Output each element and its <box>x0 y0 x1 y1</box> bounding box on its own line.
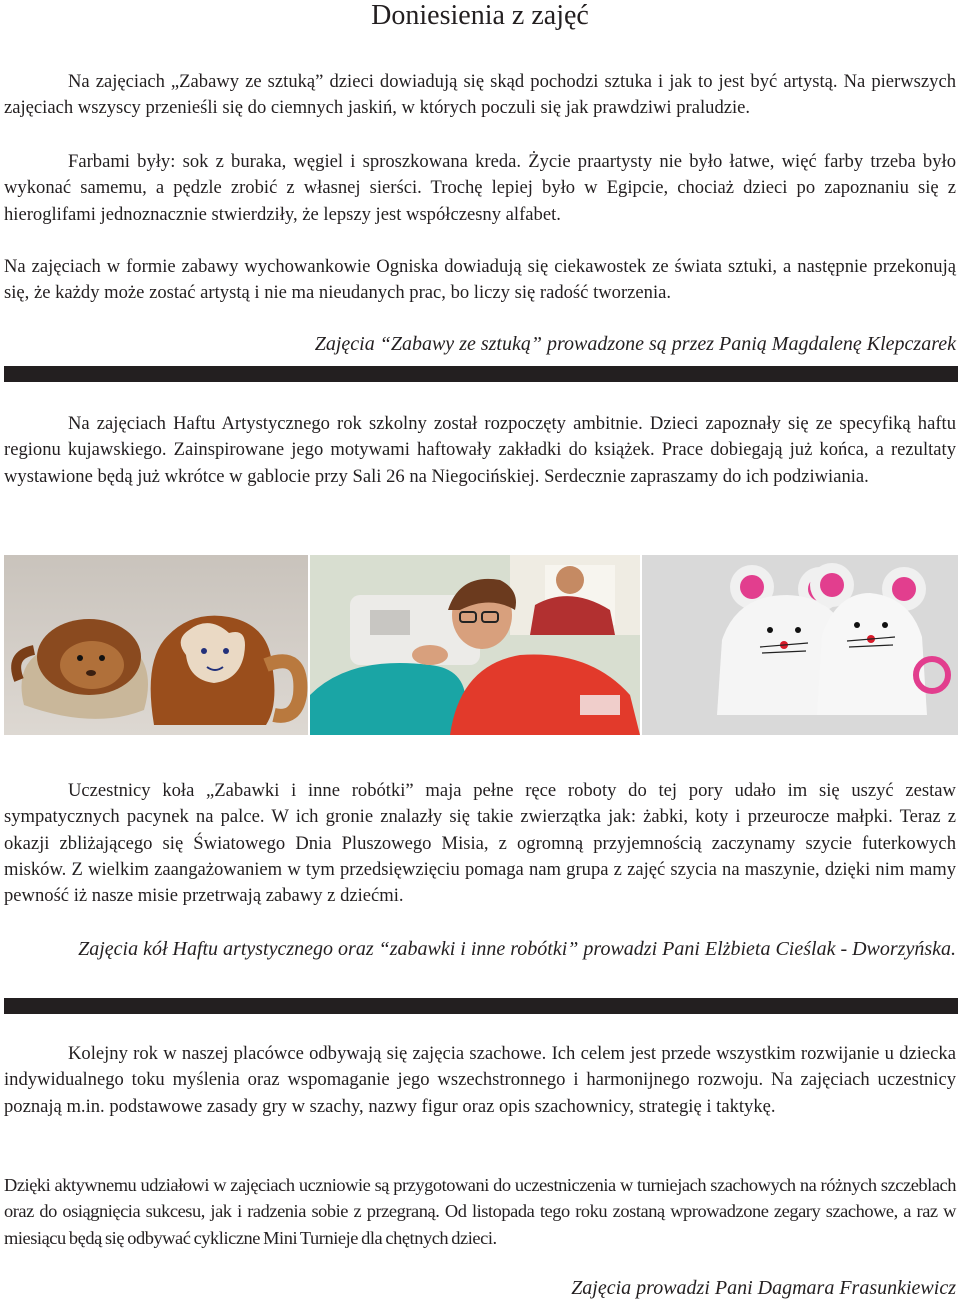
page-title: Doniesienia z zajęć <box>371 0 589 31</box>
art-paragraph-1: Na zajęciach „Zabawy ze sztuką” dzieci dowiadują się skąd pochodzi sztuka i jak to jest być artystą. Na pierwszych zajęciach wszyscy przenieśli się do ciemnych jaskiń, w których poczuli się jak prawdziwi praludzie. <box>4 71 956 119</box>
toys-paragraph: Uczestnicy koła „Zabawki i inne robótki” maja pełne ręce roboty do tej pory udało im się uszyć zestaw sympatycznych pacynek na palce. W ich gronie znalazły się takie zwierzątka jak: żabki, koty i przeurocze małpki. Teraz z okazji zbliżającego się Światowego Dnia Pluszowego Misia, z ogromną przyjemnością zaczynamy szycie futerkowych misków. Z wielkim zaangażowaniem w tym przedsięwzięciu pomaga nam grupa z zajęć szycia na maszynie, dzięki nim mamy pewność iż nasze misie przetrwają zabawy z dziećmi. <box>4 780 956 907</box>
art-teacher-credit: Zajęcia “Zabawy ze sztuką” prowadzone są przez Panią Magdalenę Klepczarek <box>314 333 956 355</box>
section-divider <box>4 998 958 1014</box>
chess-paragraph-1: Kolejny rok w naszej placówce odbywają się zajęcia szachowe. Ich celem jest przede wszystkim rozwijanie u dziecka indywidualnego toku myślenia oraz wspomaganie jego wszechstronnego i harmonijnego rozwoju. Na zajęciach uczestnicy poznają m.in. podstawowe zasady gry w szachy, nazwy figur oraz opis szachownicy, strategię i taktykę. <box>4 1043 956 1117</box>
photo-strip <box>4 555 958 735</box>
art-paragraph-2: Farbami były: sok z buraka, węgiel i sproszkowana kreda. Życie praartysty nie było łatwe, więć farby trzeba było wykonać samemu, a pędzle zrobić z własnej sierści. Trochę lepiej było w Egipcie, chociaż dzieci po zapoznaniu się z hieroglifami jednoznacznie stwierdziły, że lepszy jest współczesny alfabet. <box>4 151 956 225</box>
sewing-class-photo <box>310 555 640 735</box>
toys-teacher-credit: Zajęcia kół Haftu artystycznego oraz “zabawki i inne robótki” prowadzi Pani Elżbieta Cieślak - Dworzyńska. <box>78 938 956 960</box>
art-paragraph-3: Na zajęciach w formie zabawy wychowankowie Ogniska dowiadują się ciekawostek ze świata sztuki, a następnie przekonują się, że każdy może zostać artystą i nie ma nieudanych prac, bo liczy się radość tworzenia. <box>4 256 956 304</box>
monkey-puppets-photo <box>4 555 308 735</box>
chess-teacher-credit: Zajęcia prowadzi Pani Dagmara Frasunkiewicz <box>571 1277 956 1299</box>
chess-paragraph-2: Dzięki aktywnemu udziałowi w zajęciach uczniowie są przygotowani do uczestniczenia w turniejach szachowych na różnych szczeblach oraz do osiągnięcia sukcesu, jak i radzenia sobie z przegraną. Od listopada tego roku zostaną wprowadzone zegary szachowe, a raz w miesiącu będą się odbywać cykliczne Mini Turnieje dla chętnych dzieci. <box>4 1175 956 1248</box>
embroidery-paragraph: Na zajęciach Haftu Artystycznego rok szkolny został rozpoczęty ambitnie. Dzieci zapoznały się ze specyfiką haftu regionu kujawskiego. Zainspirowane jego motywami haftowały zakładki do książek. Prace dobiegają już końca, a rezultaty wystawione będą już wkrótce w gablocie przy Sali 26 na Niegocińskiej. Serdecznie zapraszamy do ich podziwiania. <box>4 413 956 487</box>
section-divider <box>4 366 958 382</box>
mouse-puppets-photo <box>642 555 958 735</box>
